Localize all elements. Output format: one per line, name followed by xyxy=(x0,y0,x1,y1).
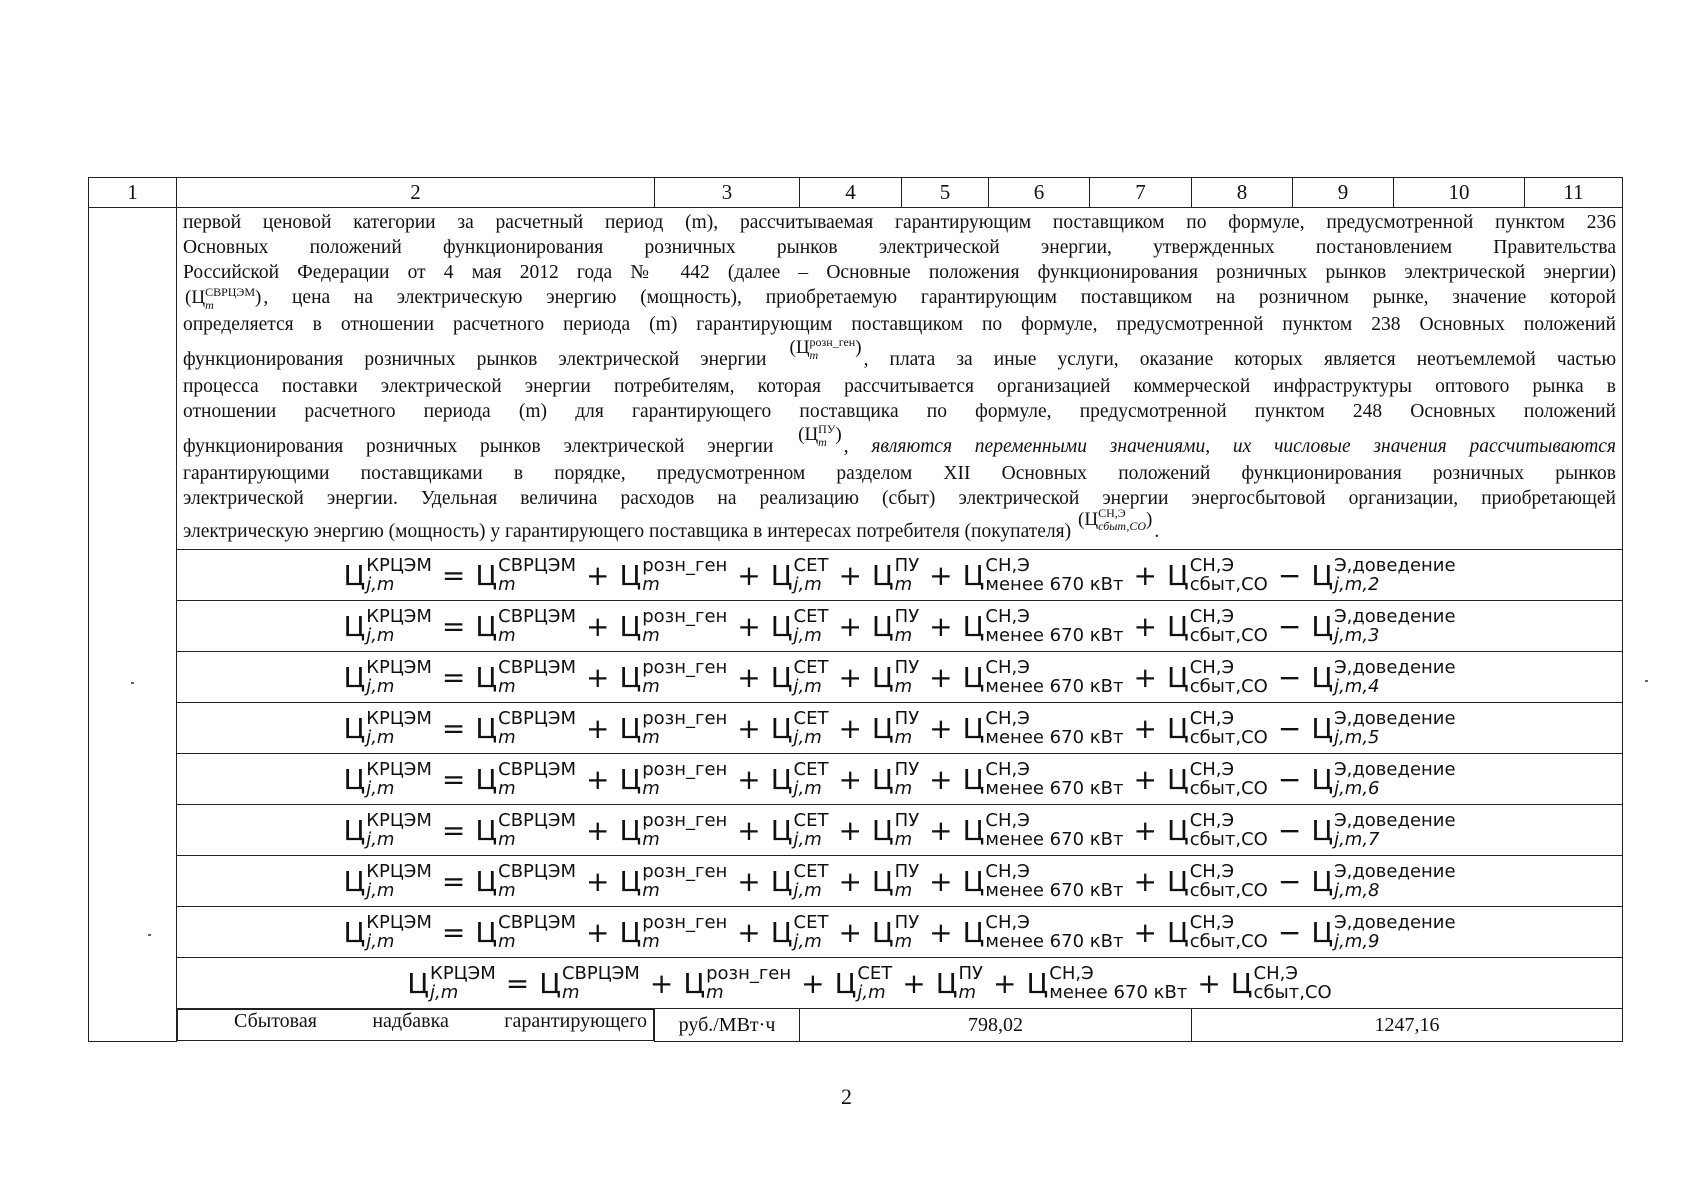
paragraph-line: (Ц СВРЦЭМ m ) , цена на электрическую энергию (мощность), приобретаемую гарантирующим поставщиком на розничном рынке, значение которой xyxy=(185,284,1616,312)
scan-speck xyxy=(148,934,151,936)
value-cell: 798,02 xyxy=(800,1009,1192,1042)
paragraph-line: электрическую энергию (мощность) у гарантирующего поставщика в интересах потребителя (покупателя) (Ц СН,Э сбыт,СО ). xyxy=(183,506,1160,542)
formula: Ц КРЦЭМ j,m = Ц СВРЦЭМ m + Ц розн_ген m + Ц СЕТ j,m + Ц ПУ m + Ц СН,Э менее 670 кВт + Ц СН,Э сбыт,СО − Ц Э,доведение j,m,8 xyxy=(343,861,1456,902)
formula: Ц КРЦЭМ j,m = Ц СВРЦЭМ m + Ц розн_ген m + Ц СЕТ j,m + Ц ПУ m + Ц СН,Э менее 670 кВт + Ц СН,Э сбыт,СО − Ц Э,доведение j,m,5 xyxy=(343,708,1456,749)
page-number: 2 xyxy=(841,1084,852,1109)
scan-speck xyxy=(131,682,134,684)
description-row xyxy=(89,208,1623,550)
paragraph-line: Основных положений функционирования розничных рынков электрической энергии, утвержденных постановлением Правительства xyxy=(183,237,1616,258)
paragraph-line: отношении расчетного периода (m) для гарантирующего поставщика по формуле, предусмотренной пунктом 248 Основных положений xyxy=(183,400,1616,422)
symbol-sbyt-co: (Ц СН,Э сбыт,СО ) xyxy=(1078,506,1153,534)
header-cell: 2 xyxy=(177,178,655,208)
paragraph-line: первой ценовой категории за расчетный период (m), рассчитываемая гарантирующим поставщиком по формуле, предусмотренной пунктом 236 xyxy=(183,212,1616,233)
formula: Ц КРЦЭМ j,m = Ц СВРЦЭМ m + Ц розн_ген m + Ц СЕТ j,m + Ц ПУ m + Ц СН,Э менее 670 кВт + Ц СН,Э сбыт,СО − Ц Э,доведение j,m,7 xyxy=(343,810,1456,851)
formula-row xyxy=(89,601,1623,652)
formula-row xyxy=(89,805,1623,856)
formula: Ц КРЦЭМ j,m = Ц СВРЦЭМ m + Ц розн_ген m + Ц СЕТ j,m + Ц ПУ m + Ц СН,Э менее 670 кВт + Ц СН,Э сбыт,СО − Ц Э,доведение j,m,3 xyxy=(343,606,1456,647)
row-number-cell xyxy=(89,208,177,1042)
header-cell: 11 xyxy=(1525,178,1623,208)
formula-row xyxy=(89,754,1623,805)
paragraph-line: функционирования розничных рынков электрической энергии (Ц розн_ген m ), плата за иные услуги, оказание которых является неотъемлемой частью xyxy=(183,334,1617,370)
header-cell: 9 xyxy=(1293,178,1394,208)
header-cell: 8 xyxy=(1192,178,1293,208)
paragraph-line: гарантирующими поставщиками в порядке, предусмотренном разделом XII Основных положений функционирования розничных рынков xyxy=(183,462,1616,484)
markup-label: Сбытовая надбавка гарантирующего xyxy=(177,1009,654,1041)
header-cell: 1 xyxy=(89,178,177,208)
header-cell: 5 xyxy=(902,178,989,208)
formula-row xyxy=(89,907,1623,958)
header-cell: 10 xyxy=(1394,178,1525,208)
formula-row xyxy=(89,703,1623,754)
formula-row xyxy=(89,550,1623,601)
tariff-table xyxy=(88,177,1623,1042)
formula-row xyxy=(89,958,1623,1009)
formula-row xyxy=(89,652,1623,703)
paragraph-line: Российской Федерации от 4 мая 2012 года № 442 (далее – Основные положения функционирования розничных рынков электрической энергии) xyxy=(183,262,1616,283)
header-row xyxy=(89,178,1623,208)
markup-row xyxy=(89,1009,1623,1042)
formula-row xyxy=(89,856,1623,907)
value-cell: 1247,16 xyxy=(1192,1009,1623,1042)
header-cell: 4 xyxy=(800,178,902,208)
paragraph-line: процесса поставки электрической энергии потребителям, которая рассчитывается организацией коммерческой инфраструктуры оптового рынка в xyxy=(183,375,1616,397)
paragraph-line: определяется в отношении расчетного периода (m) гарантирующим поставщиком по формуле, предусмотренной пунктом 238 Основных положений xyxy=(183,313,1616,335)
symbol-pu: (Ц ПУ m ) xyxy=(798,421,842,449)
paragraph-line: функционирования розничных рынков электрической энергии (Ц ПУ m ), являются переменными значениями, их числовые значения рассчитываются xyxy=(183,421,1616,457)
formula: Ц КРЦЭМ j,m = Ц СВРЦЭМ m + Ц розн_ген m + Ц СЕТ j,m + Ц ПУ m + Ц СН,Э менее 670 кВт + Ц СН,Э сбыт,СО − Ц Э,доведение j,m,9 xyxy=(343,912,1456,953)
header-cell: 3 xyxy=(655,178,800,208)
scan-speck xyxy=(1645,680,1648,682)
header-cell: 7 xyxy=(1090,178,1192,208)
symbol-svrcem: (Ц СВРЦЭМ m ) xyxy=(185,284,262,312)
description-paragraph xyxy=(177,208,1623,550)
formula: Ц КРЦЭМ j,m = Ц СВРЦЭМ m + Ц розн_ген m + Ц СЕТ j,m + Ц ПУ m + Ц СН,Э менее 670 кВт + Ц СН,Э сбыт,СО − Ц Э,доведение j,m,6 xyxy=(343,759,1456,800)
header-cell: 6 xyxy=(989,178,1090,208)
paragraph-line: электрической энергии. Удельная величина расходов на реализацию (сбыт) электрической энергии энергосбытовой организации, приобретающей xyxy=(183,487,1616,509)
formula: Ц КРЦЭМ j,m = Ц СВРЦЭМ m + Ц розн_ген m + Ц СЕТ j,m + Ц ПУ m + Ц СН,Э менее 670 кВт + Ц СН,Э сбыт,СО − Ц Э,доведение j,m,2 xyxy=(343,555,1456,596)
unit-cell: руб./МВт·ч xyxy=(655,1009,800,1042)
formula: Ц КРЦЭМ j,m = Ц СВРЦЭМ m + Ц розн_ген m + Ц СЕТ j,m + Ц ПУ m + Ц СН,Э менее 670 кВт + Ц СН,Э сбыт,СО − Ц Э,доведение j,m,4 xyxy=(343,657,1456,698)
formula: Ц КРЦЭМ j,m = Ц СВРЦЭМ m + Ц розн_ген m + Ц СЕТ j,m + Ц ПУ m + Ц СН,Э менее 670 кВт + Ц СН,Э сбыт,СО xyxy=(407,963,1332,1004)
symbol-rozn-gen: (Ц розн_ген m ) xyxy=(789,334,862,362)
